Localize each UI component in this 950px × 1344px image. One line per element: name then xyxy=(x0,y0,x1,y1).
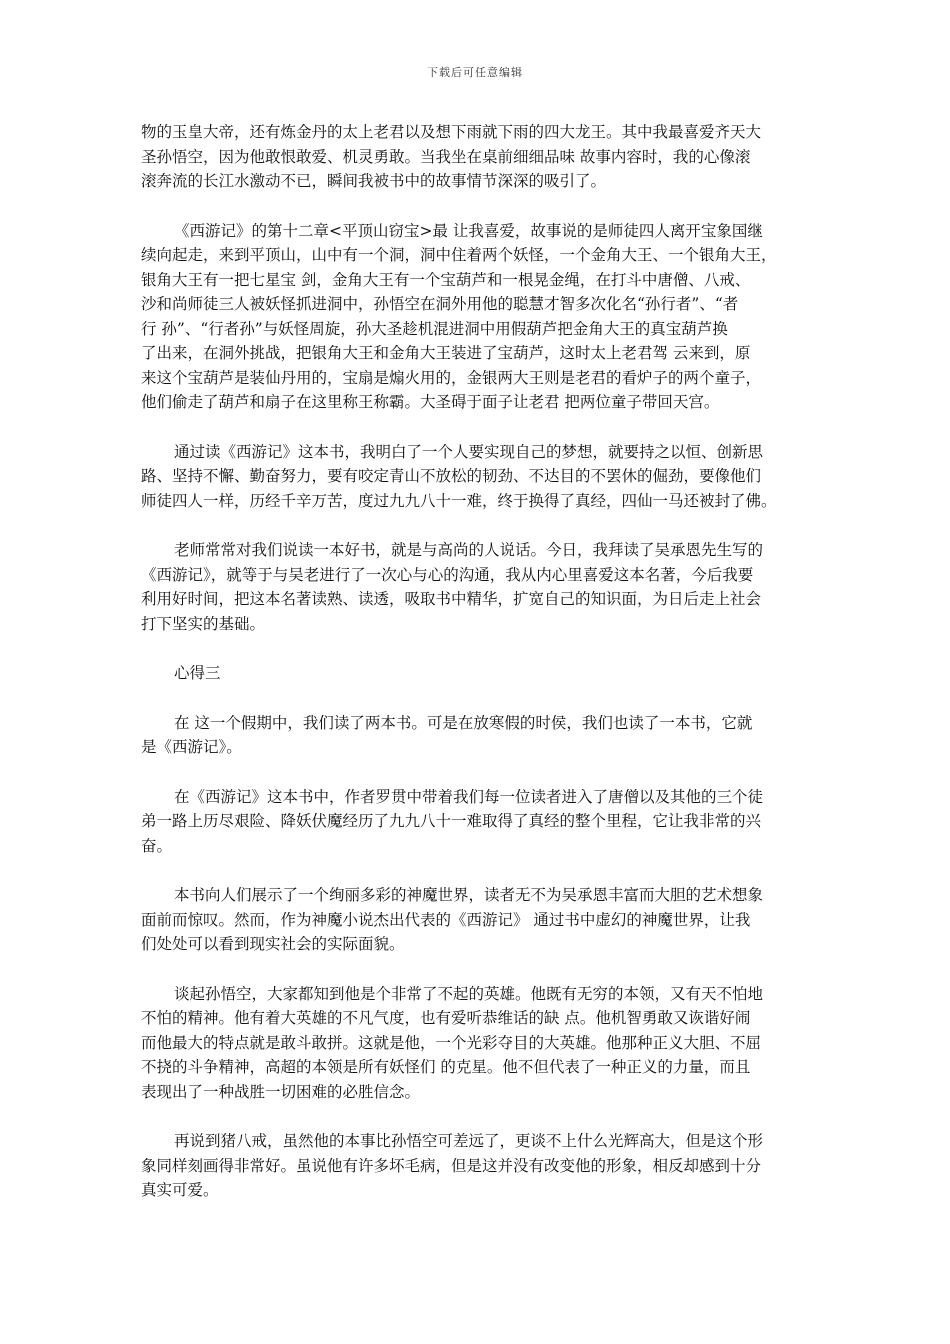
paragraph-line: 银角大王有一把七星宝 剑，金角大王有一个宝葫芦和一根晃金绳，在打斗中唐僧、八戒、 xyxy=(141,270,751,289)
paragraph-line: 打下坚实的基础。 xyxy=(141,614,266,633)
paragraph-line: 本书向人们展示了一个绚丽多彩的神魔世界，读者无不为吴承恩丰富而大胆的艺术想象 xyxy=(174,886,764,904)
paragraph-line: 奋。 xyxy=(141,836,173,855)
paragraph-line: 圣孙悟空，因为他敢恨敢爱、机灵勇敢。当我坐在桌前细细品味 故事内容时，我的心像滚 xyxy=(141,147,751,166)
paragraph-line: 弟一路上历尽艰险、降妖伏魔经历了九九八十一难取得了真经的整个里程，它让我非常的兴 xyxy=(141,812,762,830)
paragraph xyxy=(141,538,817,636)
paragraph-line: 他们偷走了葫芦和扇子在这里称王称霸。大圣碍于面子让老君 把两位童子带回天宫。 xyxy=(141,393,720,411)
paragraph-line: 了出来，在洞外挑战，把银角大王和金角大王装进了宝葫芦，这时太上老君驾 云来到，原 xyxy=(141,344,751,362)
paragraph-line: 通过读《西游记》这本书，我明白了一个人要实现自己的梦想，就要持之以恒、创新思 xyxy=(174,442,764,461)
paragraph-line: 师徒四人一样，历经千辛万苦，度过九九八十一难，终于换得了真经，四仙一马还被封了佛。 xyxy=(141,491,777,510)
paragraph-line: 滚奔流的长江水激动不已，瞬间我被书中的故事情节深深的吸引了。 xyxy=(141,172,607,190)
paragraph-line: 谈起孙悟空，大家都知到他是个非常了不起的英雄。他既有无穷的本领，又有天不怕地 xyxy=(174,984,764,1003)
paragraph-line: 续向起走，来到平顶山，山中有一个洞，洞中住着两个妖怪，一个金角大王、一个银角大王， xyxy=(141,246,777,264)
paragraph-line: 利用好时间，把这本名著读熟、读透，吸取书中精华，扩宽自己的知识面，为日后走上社会 xyxy=(141,590,762,608)
paragraph-line: 是《西游记》。 xyxy=(141,738,242,756)
paragraph xyxy=(141,711,817,760)
page-header: 下载后可任意编辑 xyxy=(427,66,523,79)
paragraph-line: 不怕的精神。他有着大英雄的不凡气度，也有爱听恭维话的缺 点。他机智勇敢又诙谐好闹 xyxy=(141,1009,751,1027)
paragraph xyxy=(141,982,817,1105)
paragraph-line: 沙和尚师徒三人被妖怪抓进洞中，孙悟空在洞外用他的聪慧才智多次化名“孙行者”、“者 xyxy=(141,295,739,313)
paragraph-line: 路、坚持不懈、勤奋努力，要有咬定青山不放松的韧劲、不达目的不罢休的倔劲，要像他们 xyxy=(141,467,762,485)
paragraph-line: 而他最大的特点就是敢斗敢拼。这就是他，一个光彩夺目的大英雄。他那种正义大胆、不屈 xyxy=(141,1033,762,1052)
paragraph xyxy=(141,219,817,415)
paragraph-line: 《西游记》，就等于与吴老进行了一次心与心的沟通，我从内心里喜爱这本名著，今后我要 xyxy=(141,565,754,584)
paragraph-line: 来这个宝葫芦是装仙丹用的，宝扇是煽火用的，金银两大王则是老君的看炉子的两个童子， xyxy=(141,368,762,387)
paragraph-line: 面前而惊叹。然而，作为神魔小说杰出代表的《西游记》 通过书中虚幻的神魔世界，让我 xyxy=(141,910,751,929)
paragraph-line: 在 这一个假期中，我们读了两本书。可是在放寒假的时侯，我们也读了一本书，它就 xyxy=(174,713,753,732)
paragraph-line: 物的玉皇大帝，还有炼金丹的太上老君以及想下雨就下雨的四大龙王。其中我最喜爱齐天大 xyxy=(141,123,762,141)
paragraph xyxy=(141,785,817,859)
document-body xyxy=(141,120,817,1228)
paragraph-line: 再说到猪八戒，虽然他的本事比孙悟空可差远了，更谈不上什么光辉高大，但是这个形 xyxy=(174,1132,764,1150)
paragraph xyxy=(141,883,817,957)
paragraph xyxy=(141,120,817,194)
paragraph xyxy=(141,440,817,514)
paragraph xyxy=(141,1129,817,1203)
paragraph-line: 行 孙”、“行者孙”与妖怪周旋，孙大圣趁机混进洞中用假葫芦把金角大王的真宝葫芦换 xyxy=(141,319,728,338)
section-heading: 心得三 xyxy=(174,664,221,682)
paragraph-line: 象同样刻画得非常好。虽说他有许多坏毛病，但是这并没有改变他的形象，相反却感到十分 xyxy=(141,1156,762,1175)
paragraph-line: 《西游记》的第十二章<平顶山窃宝>最 让我喜爱，故事说的是师徒四人离开宝象国继 xyxy=(174,221,763,240)
paragraph-line: 真实可爱。 xyxy=(141,1181,219,1199)
paragraph-line: 在《西游记》这本书中，作者罗贯中带着我们每一位读者进入了唐僧以及其他的三个徒 xyxy=(174,787,764,806)
paragraph-line: 表现出了一种战胜一切困难的必胜信念。 xyxy=(141,1082,421,1101)
paragraph-line: 老师常常对我们说读一本好书，就是与高尚的人说话。今日，我拜读了吴承恩先生写的 xyxy=(174,541,764,559)
paragraph-line: 们处处可以看到现实社会的实际面貌。 xyxy=(141,935,405,953)
paragraph-line: 不挠的斗争精神，高超的本领是所有妖怪们 的克星。他不但代表了一种正义的力量，而且 xyxy=(141,1058,751,1076)
